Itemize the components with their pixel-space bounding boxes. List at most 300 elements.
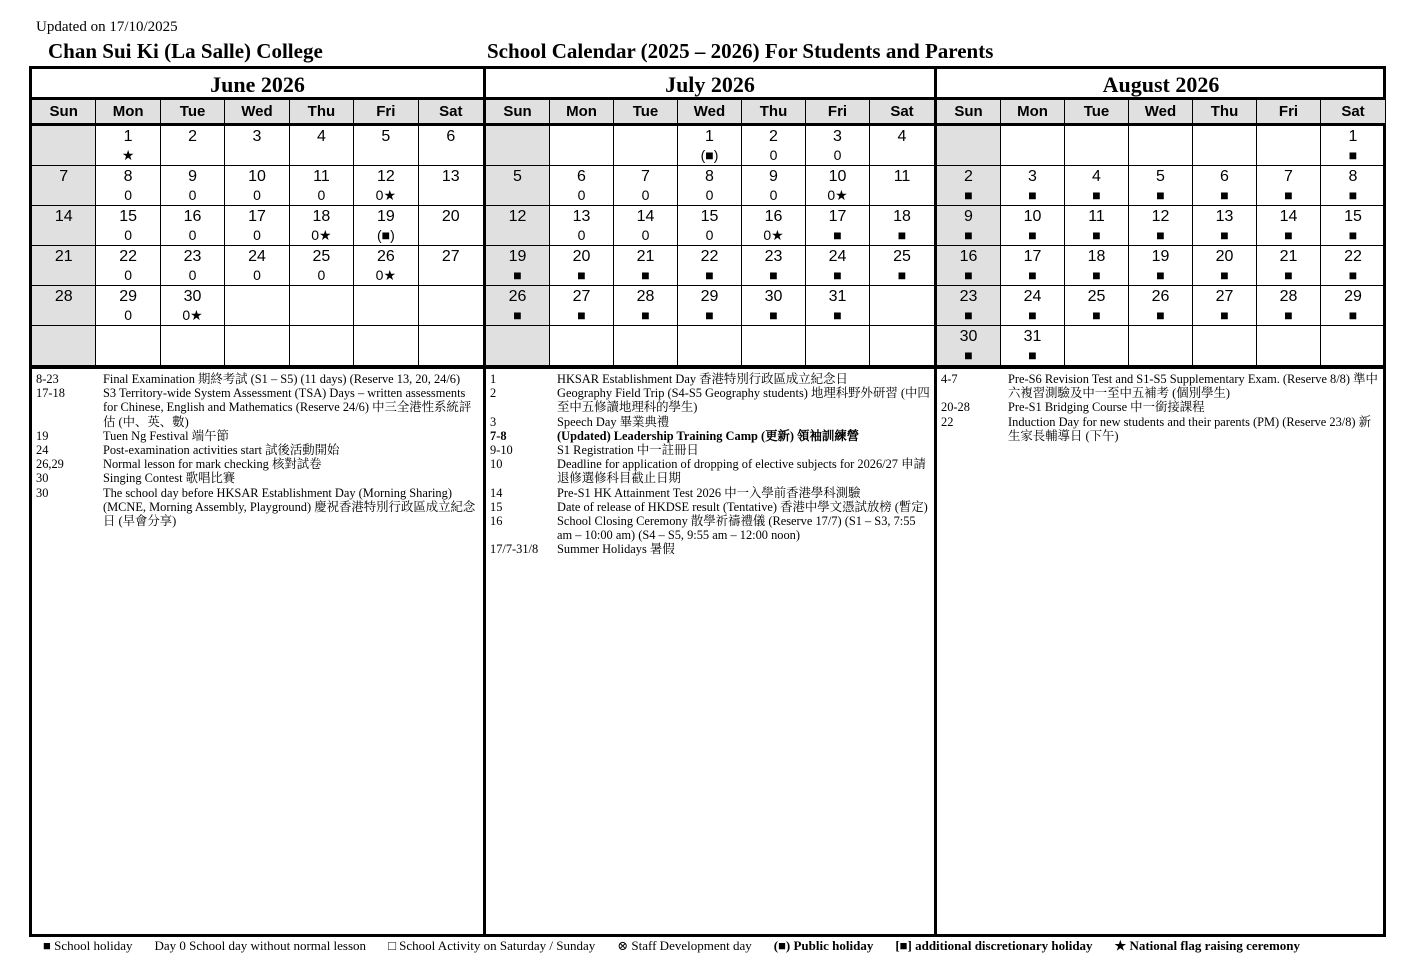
day-marker: 0: [577, 187, 586, 203]
day-number: 27: [1215, 288, 1234, 305]
day-number: 19: [376, 208, 395, 225]
event-date: 16: [490, 514, 503, 529]
day-marker: ■: [641, 267, 650, 283]
event-item: [941, 415, 1381, 443]
day-cell: [806, 206, 870, 246]
weekday-header: Thu: [290, 100, 354, 123]
event-date: 1: [490, 372, 497, 386]
event-item: [490, 415, 930, 429]
event-date: 9-10: [490, 443, 513, 458]
event-item: [490, 457, 930, 485]
event-text: Summer Holidays 暑假: [557, 542, 675, 557]
day-cell: [937, 246, 1001, 286]
day-cell: [1257, 286, 1321, 326]
day-cell: [290, 206, 354, 246]
day-cell: [550, 246, 614, 286]
day-number: 18: [312, 208, 331, 225]
event-text: S3 Territory-wide System Assessment (TSA) Days – written assessments for Chinese, English and Mathematics (Reserve 24/6) 中三全港性系統評估 (中、英、數): [103, 386, 472, 429]
day-number: [1321, 326, 1385, 327]
day-cell: [870, 326, 934, 366]
event-date: 4-7: [941, 372, 958, 386]
event-item: [490, 542, 930, 556]
day-cell: [419, 206, 483, 246]
day-cell: [225, 286, 289, 326]
day-cell: [419, 286, 483, 326]
event-text: Date of release of HKDSE result (Tentative) 香港中學文憑試放榜 (暫定): [557, 499, 928, 514]
day-marker: 0: [253, 267, 261, 283]
day-number: 2: [769, 128, 778, 145]
day-marker: ■: [769, 307, 778, 323]
day-cell: [742, 126, 806, 166]
day-cell: [354, 206, 418, 246]
day-number: 13: [441, 168, 460, 185]
day-cell: [678, 126, 742, 166]
event-date: 22: [941, 414, 954, 429]
weekday-header: Tue: [1065, 100, 1129, 123]
day-cell: [1129, 286, 1193, 326]
day-marker: ■: [897, 227, 907, 243]
event-item: [490, 500, 930, 514]
day-marker: 0: [705, 187, 714, 203]
day-number: 14: [54, 208, 73, 225]
day-cell: [678, 206, 742, 246]
event-text: The school day before HKSAR Establishment Day (Morning Sharing) (MCNE, Morning Assembly, Playground) 慶祝香港特別行政區成立紀念日 (早會分享): [103, 485, 476, 529]
day-marker: 0: [188, 187, 197, 203]
day-marker: 0: [317, 187, 326, 203]
event-text: Speech Day 畢業典禮: [557, 414, 670, 429]
day-marker: 0: [577, 227, 586, 243]
day-cell: [32, 206, 96, 246]
day-cell: [486, 326, 550, 366]
day-cell: [354, 246, 418, 286]
day-number: [354, 286, 417, 287]
day-cell: [870, 126, 934, 166]
day-cell: [614, 206, 678, 246]
event-item: [941, 400, 1381, 414]
day-number: 6: [446, 128, 456, 145]
school-name: Chan Sui Ki (La Salle) College: [48, 39, 323, 63]
weekday-header-row: [32, 100, 483, 126]
day-number: 7: [59, 168, 69, 185]
day-cell: [1129, 326, 1193, 366]
day-number: 23: [183, 248, 202, 265]
day-cell: [96, 326, 160, 366]
day-cell: [806, 286, 870, 326]
day-number: [32, 126, 95, 127]
day-number: 30: [959, 328, 978, 345]
event-item: [36, 486, 479, 529]
legend-item: Day 0 School day without normal lesson: [154, 938, 367, 953]
day-marker: ■: [641, 307, 650, 323]
day-cell: [614, 126, 678, 166]
day-marker: 0: [188, 227, 197, 243]
day-marker: ■: [705, 267, 714, 283]
day-marker: ■: [897, 267, 907, 283]
day-cell: [742, 246, 806, 286]
day-marker: ■: [577, 267, 586, 283]
day-number: [1129, 326, 1192, 327]
day-number: 17: [828, 208, 847, 225]
day-number: 7: [641, 168, 650, 185]
day-cell: [354, 286, 418, 326]
day-cell: [1065, 206, 1129, 246]
day-number: [614, 326, 677, 327]
day-number: [354, 326, 417, 327]
month-title: August 2026: [937, 69, 1385, 100]
day-cell: [742, 206, 806, 246]
event-text: Normal lesson for mark checking 核對試卷: [103, 457, 322, 472]
day-cell: [161, 286, 225, 326]
day-cell: [1065, 246, 1129, 286]
updated-date: Updated on 17/10/2025: [36, 19, 178, 35]
day-cell: [1001, 206, 1065, 246]
day-marker: ■: [833, 227, 842, 243]
day-cell: [1321, 126, 1385, 166]
day-cell: [1321, 326, 1385, 366]
day-number: [550, 326, 613, 327]
day-cell: [1321, 166, 1385, 206]
day-number: 10: [1023, 208, 1042, 225]
day-cell: [32, 126, 96, 166]
day-cell: [1129, 126, 1193, 166]
day-number: 15: [1344, 208, 1362, 225]
day-number: 22: [119, 248, 138, 265]
day-marker: 0: [188, 267, 197, 283]
day-number: 6: [1220, 168, 1229, 185]
event-text: Pre-S1 Bridging Course 中一銜接課程: [1008, 400, 1205, 415]
day-number: 4: [1092, 168, 1101, 185]
day-marker: 0★: [375, 187, 397, 203]
day-cell: [550, 286, 614, 326]
event-item: [490, 372, 930, 386]
day-number: 17: [248, 208, 266, 225]
weekday-header: Tue: [161, 100, 225, 123]
day-number: [290, 326, 353, 327]
month-title: July 2026: [486, 69, 934, 100]
day-number: 30: [183, 288, 202, 305]
day-marker: (■): [376, 227, 395, 243]
event-text: Deadline for application of dropping of elective subjects for 2026/27 申請退修選修科目截止日期: [557, 457, 926, 486]
day-cell: [1001, 286, 1065, 326]
event-item: [36, 471, 479, 485]
day-cell: [937, 126, 1001, 166]
day-cell: [937, 326, 1001, 366]
day-marker: 0: [641, 227, 650, 243]
day-cell: [1001, 166, 1065, 206]
day-cell: [96, 206, 160, 246]
day-number: 4: [897, 128, 907, 145]
day-number: 25: [1087, 288, 1106, 305]
day-number: 29: [700, 288, 719, 305]
day-cell: [614, 286, 678, 326]
day-marker: ■: [705, 307, 714, 323]
day-cell: [1065, 326, 1129, 366]
day-number: 21: [54, 248, 73, 265]
event-date: 17/7-31/8: [490, 542, 539, 557]
day-number: 1: [1348, 128, 1358, 145]
event-date: 15: [490, 499, 503, 514]
day-number: 18: [893, 208, 911, 225]
day-cell: [937, 166, 1001, 206]
day-grid: [486, 126, 934, 369]
day-number: 14: [636, 208, 655, 225]
day-marker: ■: [1220, 227, 1229, 243]
calendar-title: School Calendar (2025 – 2026) For Students and Parents: [487, 39, 994, 63]
day-marker: 0: [705, 227, 714, 243]
day-number: 14: [1279, 208, 1298, 225]
day-cell: [806, 166, 870, 206]
day-cell: [1193, 326, 1257, 366]
day-cell: [742, 326, 806, 366]
day-cell: [1257, 166, 1321, 206]
day-marker: ■: [1028, 307, 1037, 323]
day-cell: [870, 286, 934, 326]
day-number: 22: [700, 248, 719, 265]
day-marker: ■: [1092, 267, 1101, 283]
event-date: 10: [490, 457, 503, 472]
day-number: 26: [376, 248, 395, 265]
day-number: 12: [1151, 208, 1170, 225]
day-cell: [1129, 166, 1193, 206]
day-number: [870, 326, 934, 327]
day-marker: 0: [124, 227, 133, 243]
day-number: 24: [828, 248, 847, 265]
day-marker: ■: [1092, 187, 1101, 203]
day-number: [1193, 126, 1256, 127]
day-number: 10: [248, 168, 266, 185]
day-number: [486, 126, 549, 127]
event-text: Geography Field Trip (S4-S5 Geography students) 地理科野外研習 (中四至中五修讀地理科的學生): [557, 386, 930, 415]
day-marker: ■: [1028, 227, 1037, 243]
day-marker: ■: [1348, 307, 1358, 323]
event-item: [490, 386, 930, 414]
day-marker: ■: [964, 267, 973, 283]
day-cell: [225, 126, 289, 166]
day-marker: 0: [769, 187, 778, 203]
event-text: Singing Contest 歌唱比賽: [103, 471, 236, 486]
day-marker: ■: [1156, 227, 1165, 243]
day-cell: [1193, 166, 1257, 206]
day-marker: ★: [121, 147, 135, 163]
day-cell: [32, 246, 96, 286]
day-number: [225, 286, 288, 287]
day-number: 23: [764, 248, 783, 265]
day-number: [96, 326, 159, 327]
day-marker: ■: [1156, 267, 1165, 283]
day-number: 19: [1151, 248, 1170, 265]
day-number: [419, 286, 483, 287]
day-marker: ■: [964, 307, 973, 323]
day-marker: ■: [1284, 307, 1293, 323]
day-marker: ■: [1348, 187, 1358, 203]
day-cell: [870, 246, 934, 286]
day-marker: 0: [253, 187, 261, 203]
event-date: 8-23: [36, 372, 59, 386]
day-number: 5: [513, 168, 522, 185]
event-text: Induction Day for new students and their parents (PM) (Reserve 23/8) 新生家長輔導日 (下午): [1008, 414, 1372, 443]
day-number: [1257, 126, 1320, 127]
day-cell: [550, 326, 614, 366]
event-date: 14: [490, 485, 503, 500]
day-number: 20: [572, 248, 591, 265]
event-date: 30: [36, 471, 49, 486]
day-cell: [486, 286, 550, 326]
day-number: [1257, 326, 1320, 327]
day-number: 1: [705, 128, 714, 145]
day-cell: [678, 166, 742, 206]
legend-item: [■] additional discretionary holiday: [895, 938, 1093, 953]
day-cell: [1065, 166, 1129, 206]
event-item: [490, 486, 930, 500]
day-cell: [1321, 206, 1385, 246]
day-number: 15: [119, 208, 138, 225]
day-number: [550, 126, 613, 127]
legend-item: (■) Public holiday: [773, 938, 874, 953]
day-cell: [161, 126, 225, 166]
day-cell: [1129, 246, 1193, 286]
day-cell: [419, 326, 483, 366]
day-marker: 0: [641, 187, 650, 203]
weekday-header: Sat: [1321, 100, 1385, 123]
day-marker: ■: [833, 307, 842, 323]
day-number: 6: [577, 168, 586, 185]
day-number: 2: [188, 128, 198, 145]
day-cell: [806, 126, 870, 166]
event-date: 2: [490, 386, 497, 401]
day-cell: [486, 166, 550, 206]
day-cell: [1065, 126, 1129, 166]
day-number: [290, 286, 353, 287]
day-marker: ■: [1284, 227, 1293, 243]
day-cell: [1257, 246, 1321, 286]
event-list: [32, 369, 483, 531]
event-text: Final Examination 期終考試 (S1 – S5) (11 days) (Reserve 13, 20, 24/6): [103, 372, 461, 386]
day-marker: ■: [1028, 187, 1037, 203]
day-cell: [354, 126, 418, 166]
day-marker: ■: [577, 307, 586, 323]
weekday-header: Thu: [742, 100, 806, 123]
day-cell: [806, 246, 870, 286]
day-cell: [870, 206, 934, 246]
day-marker: ■: [769, 267, 778, 283]
day-cell: [486, 126, 550, 166]
day-number: 28: [1279, 288, 1298, 305]
day-number: 26: [1151, 288, 1170, 305]
day-cell: [419, 166, 483, 206]
month-panel-august: [934, 69, 1385, 934]
day-number: 7: [1284, 168, 1293, 185]
day-marker: ■: [964, 227, 973, 243]
event-date: 7-8: [490, 428, 507, 443]
weekday-header: Thu: [1193, 100, 1257, 123]
day-number: 11: [893, 168, 911, 185]
day-cell: [1257, 126, 1321, 166]
day-number: 11: [313, 168, 330, 185]
day-marker: 0★: [375, 267, 397, 283]
day-number: [161, 326, 224, 327]
day-cell: [937, 286, 1001, 326]
day-cell: [354, 326, 418, 366]
day-cell: [290, 326, 354, 366]
event-item: [490, 429, 930, 443]
day-cell: [550, 126, 614, 166]
day-number: 9: [964, 208, 973, 225]
day-cell: [1001, 246, 1065, 286]
day-marker: ■: [1348, 267, 1358, 283]
day-number: 27: [441, 248, 460, 265]
day-cell: [1129, 206, 1193, 246]
day-cell: [1001, 126, 1065, 166]
day-number: 26: [508, 288, 527, 305]
day-cell: [1001, 326, 1065, 366]
day-cell: [32, 286, 96, 326]
day-number: 27: [572, 288, 591, 305]
weekday-header: Wed: [678, 100, 742, 123]
day-marker: ■: [1348, 147, 1358, 163]
day-cell: [678, 286, 742, 326]
day-number: 16: [959, 248, 978, 265]
day-number: 1: [123, 128, 133, 145]
day-number: [678, 326, 741, 327]
day-number: [742, 326, 805, 327]
month-title: June 2026: [32, 69, 483, 100]
weekday-header: Sun: [32, 100, 96, 123]
day-marker: 0: [317, 267, 326, 283]
day-marker: 0: [769, 147, 778, 163]
day-cell: [96, 286, 160, 326]
day-cell: [225, 166, 289, 206]
event-item: [941, 372, 1381, 400]
day-marker: (■): [700, 147, 719, 163]
day-cell: [1065, 286, 1129, 326]
day-cell: [419, 246, 483, 286]
day-number: 28: [636, 288, 655, 305]
day-number: 23: [959, 288, 978, 305]
day-number: 3: [1028, 168, 1037, 185]
day-number: [1129, 126, 1192, 127]
day-number: 24: [248, 248, 266, 265]
day-number: [225, 326, 288, 327]
event-item: [36, 443, 479, 457]
day-marker: 0: [124, 187, 133, 203]
weekday-header: Mon: [1001, 100, 1065, 123]
day-cell: [96, 246, 160, 286]
day-grid: [937, 126, 1385, 369]
day-number: [419, 326, 483, 327]
event-text: S1 Registration 中一註冊日: [557, 443, 699, 458]
day-number: 3: [252, 128, 262, 145]
day-cell: [1321, 286, 1385, 326]
day-number: [1193, 326, 1256, 327]
day-cell: [225, 246, 289, 286]
event-date: 30: [36, 485, 49, 500]
day-cell: [290, 286, 354, 326]
event-date: 26,29: [36, 457, 64, 472]
day-number: 13: [1215, 208, 1234, 225]
day-number: [32, 326, 95, 327]
day-marker: ■: [1284, 267, 1293, 283]
event-date: 3: [490, 414, 497, 429]
day-number: 30: [764, 288, 783, 305]
weekday-header: Fri: [806, 100, 870, 123]
day-number: 25: [893, 248, 911, 265]
day-number: 24: [1023, 288, 1042, 305]
day-number: 9: [769, 168, 778, 185]
day-marker: ■: [833, 267, 842, 283]
day-number: 29: [119, 288, 138, 305]
day-marker: 0: [253, 227, 261, 243]
day-cell: [290, 246, 354, 286]
